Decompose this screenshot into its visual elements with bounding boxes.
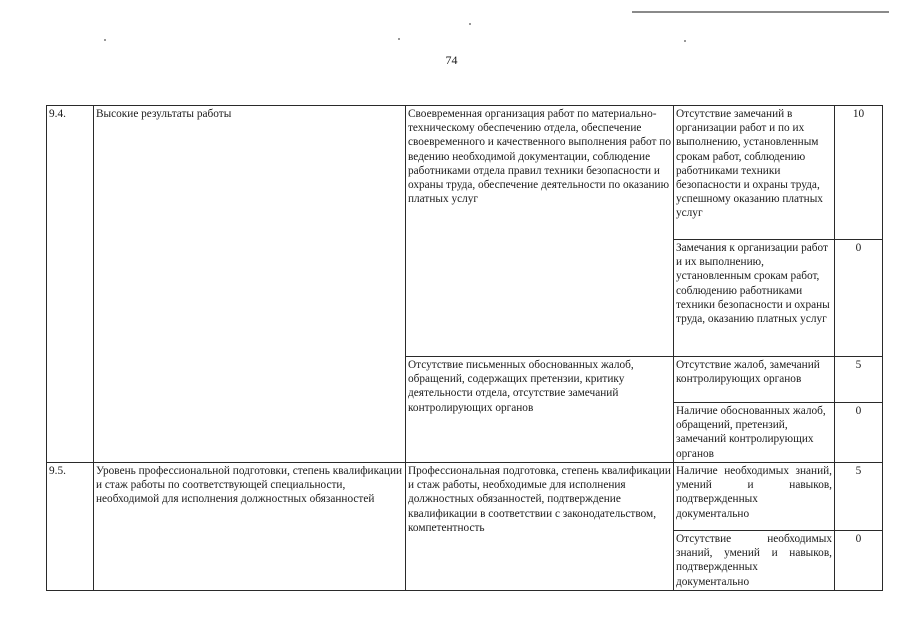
table-row <box>47 463 883 531</box>
scan-speck <box>684 40 686 42</box>
criteria-table <box>46 105 883 591</box>
evaluation-criterion: Отсутствие необходимых знаний, умений и навыков, подтвержденных документально <box>674 531 835 591</box>
score-value: 0 <box>835 531 883 591</box>
page-number: 74 <box>445 53 458 67</box>
score-value: 5 <box>835 463 883 531</box>
row-number: 9.5. <box>47 463 94 591</box>
criterion-name: Высокие результаты работы <box>94 106 406 463</box>
indicator-text: Своевременная организация работ по материально-техническому обеспечению отдела, обеспечение своевременного и качественного выполнения работ по ведению необходимой документации, соблюдение работниками отдела правил техники безопасности и охраны труда, обеспечение деятельности по оказанию платных услуг <box>406 106 674 357</box>
score-value: 0 <box>835 240 883 357</box>
evaluation-criterion: Замечания к организации работ и их выполнению, установленным срокам работ, соблюдению работниками техники безопасности и охраны труда, оказанию платных услуг <box>674 240 835 357</box>
evaluation-criterion: Отсутствие замечаний в организации работ и по их выполнению, установленным срокам работ, соблюдению работниками техники безопасности и охраны труда, успешному оказанию платных услуг <box>674 106 835 240</box>
row-number: 9.4. <box>47 106 94 463</box>
evaluation-criterion: Наличие необходимых знаний, умений и навыков, подтвержденных документально <box>674 463 835 531</box>
scan-speck <box>398 38 400 40</box>
criterion-name: Уровень профессиональной подготовки, степень квалификации и стаж работы по соответствующей специальности, необходимой для исполнения должностных обязанностей <box>94 463 406 591</box>
evaluation-criterion: Наличие обоснованных жалоб, обращений, претензий, замечаний контролирующих органов <box>674 403 835 463</box>
score-value: 0 <box>835 403 883 463</box>
scan-artifact-line <box>632 11 889 13</box>
indicator-text: Профессиональная подготовка, степень квалификации и стаж работы, необходимые для исполнения должностных обязанностей, подтверждение квалификации в соответствии с законодательством, компетентность <box>406 463 674 591</box>
score-value: 5 <box>835 357 883 403</box>
table-row <box>47 106 883 240</box>
score-value: 10 <box>835 106 883 240</box>
indicator-text: Отсутствие письменных обоснованных жалоб, обращений, содержащих претензии, критику деятельности отдела, отсутствие замечаний контролирующих органов <box>406 357 674 463</box>
evaluation-criterion: Отсутствие жалоб, замечаний контролирующих органов <box>674 357 835 403</box>
scan-speck <box>469 23 471 25</box>
scan-speck <box>104 39 106 41</box>
